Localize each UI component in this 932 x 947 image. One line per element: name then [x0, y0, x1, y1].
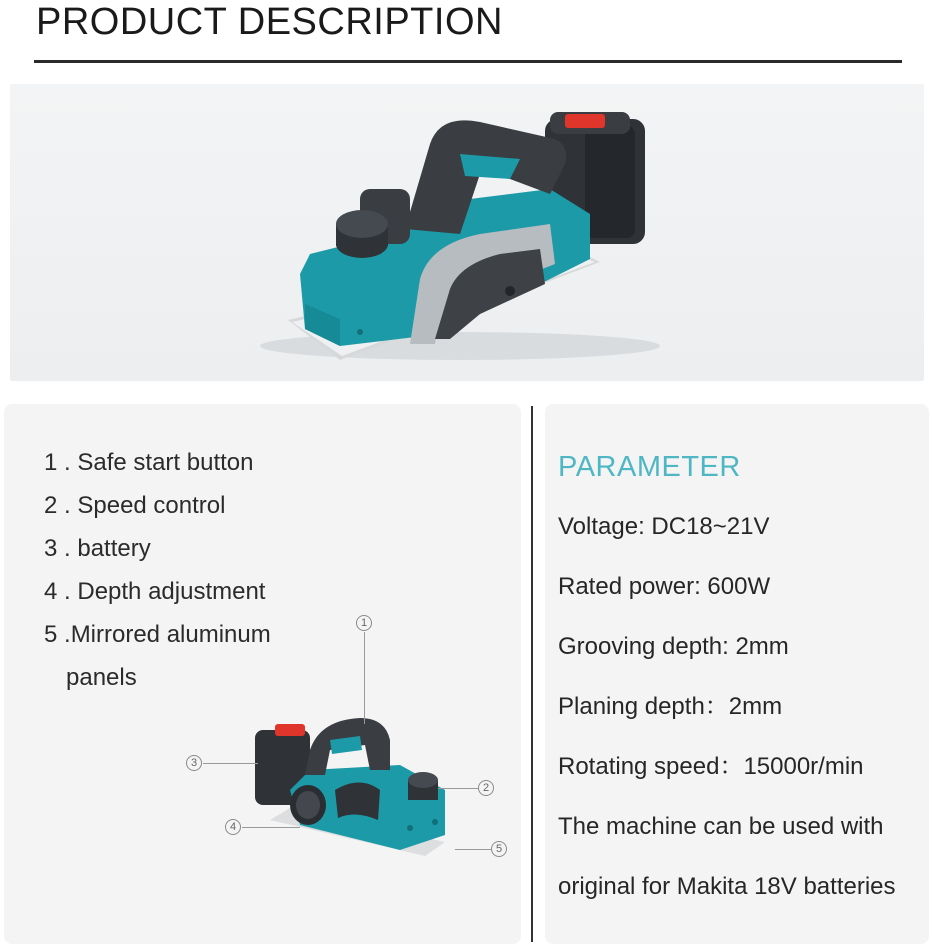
vertical-divider: [531, 406, 533, 942]
callout-line-5: [455, 849, 491, 850]
callout-marker-2: 2: [478, 780, 494, 796]
feature-text: Speed control: [77, 492, 226, 519]
feature-text: battery: [77, 535, 151, 562]
parameter-title: PARAMETER: [558, 451, 741, 483]
callout-marker-5: 5: [491, 841, 507, 857]
callout-marker-1: 1: [356, 615, 372, 631]
feature-number: 4 .: [44, 578, 71, 605]
planer-diagram-illustration: [250, 710, 460, 860]
planer-diagram: [250, 710, 460, 860]
callout-line-3: [203, 763, 258, 764]
feature-item-mirrored-panels: [44, 620, 271, 650]
feature-item-safe-start: [44, 448, 253, 478]
feature-number: 5 .: [44, 621, 71, 648]
feature-item-battery: [44, 534, 151, 564]
feature-text: Mirrored aluminum: [70, 621, 271, 648]
feature-text: Safe start button: [77, 449, 254, 476]
param-grooving-depth: Grooving depth: 2mm: [558, 633, 789, 660]
planer-illustration: [10, 84, 924, 381]
parameter-panel: [545, 404, 929, 944]
param-rated-power: Rated power: 600W: [558, 573, 771, 600]
param-compatibility-line-1: The machine can be used with: [558, 813, 884, 840]
callout-line-2: [438, 788, 478, 789]
feature-number: 3 .: [44, 535, 71, 562]
feature-item-depth-adjustment: [44, 577, 265, 607]
callout-marker-4: 4: [225, 819, 241, 835]
param-planing-depth: Planing depth：2mm: [558, 693, 783, 720]
param-compatibility-line-2: original for Makita 18V batteries: [558, 873, 896, 900]
callout-marker-3: 3: [186, 755, 202, 771]
param-rotating-speed: Rotating speed：15000r/min: [558, 753, 864, 780]
feature-number: 2 .: [44, 492, 71, 519]
hero-product-image: [10, 84, 924, 381]
feature-item-continuation: panels: [66, 664, 137, 691]
feature-item-speed-control: [44, 491, 225, 521]
callout-line-1: [364, 632, 365, 724]
feature-text: Depth adjustment: [77, 578, 266, 605]
title-underline: [34, 60, 902, 63]
callout-line-4: [242, 827, 300, 828]
feature-number: 1 .: [44, 449, 71, 476]
param-voltage: Voltage: DC18~21V: [558, 513, 770, 540]
page-title: PRODUCT DESCRIPTION: [36, 1, 503, 43]
